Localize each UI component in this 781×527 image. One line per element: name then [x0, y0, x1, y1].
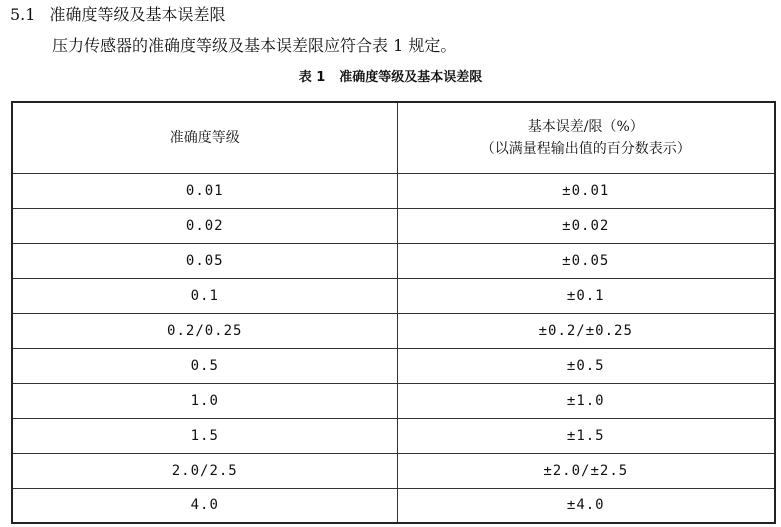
header-basic-error	[397, 102, 775, 173]
cell-error: ±4.0	[397, 488, 775, 523]
header-basic-error-line2: （以满量程输出值的百分数表示）	[480, 140, 691, 157]
cell-grade: 4.0	[12, 488, 397, 523]
cell-error: ±0.5	[397, 348, 775, 383]
cell-grade: 1.5	[12, 418, 397, 453]
table-row	[12, 278, 775, 313]
table-header-row	[12, 102, 775, 173]
cell-grade: 0.01	[12, 173, 397, 208]
intro-paragraph: 压力传感器的准确度等级及基本误差限应符合表 1 规定。	[52, 36, 457, 55]
header-accuracy-grade: 准确度等级	[12, 102, 397, 173]
cell-error: ±1.0	[397, 383, 775, 418]
cell-grade: 1.0	[12, 383, 397, 418]
cell-error: ±0.2/±0.25	[397, 313, 775, 348]
table-row	[12, 348, 775, 383]
section-heading	[10, 4, 225, 26]
table-row	[12, 313, 775, 348]
table-row	[12, 173, 775, 208]
table-row	[12, 243, 775, 278]
cell-error: ±2.0/±2.5	[397, 453, 775, 488]
table-caption-number: 表 1	[298, 70, 326, 85]
section-title: 准确度等级及基本误差限	[49, 5, 226, 24]
cell-grade: 0.1	[12, 278, 397, 313]
accuracy-table	[11, 101, 776, 524]
cell-error: ±1.5	[397, 418, 775, 453]
cell-error: ±0.1	[397, 278, 775, 313]
table-row	[12, 418, 775, 453]
cell-grade: 0.2/0.25	[12, 313, 397, 348]
table-caption	[0, 68, 781, 88]
table-row	[12, 453, 775, 488]
cell-grade: 0.02	[12, 208, 397, 243]
table-caption-title: 准确度等级及基本误差限	[339, 70, 483, 85]
header-basic-error-line1: 基本误差/限（%）	[527, 118, 644, 135]
table-row	[12, 488, 775, 523]
cell-grade: 0.05	[12, 243, 397, 278]
cell-error: ±0.05	[397, 243, 775, 278]
cell-error: ±0.02	[397, 208, 775, 243]
section-number: 5.1	[10, 5, 36, 24]
table-row	[12, 383, 775, 418]
table-row	[12, 208, 775, 243]
cell-error: ±0.01	[397, 173, 775, 208]
cell-grade: 0.5	[12, 348, 397, 383]
cell-grade: 2.0/2.5	[12, 453, 397, 488]
